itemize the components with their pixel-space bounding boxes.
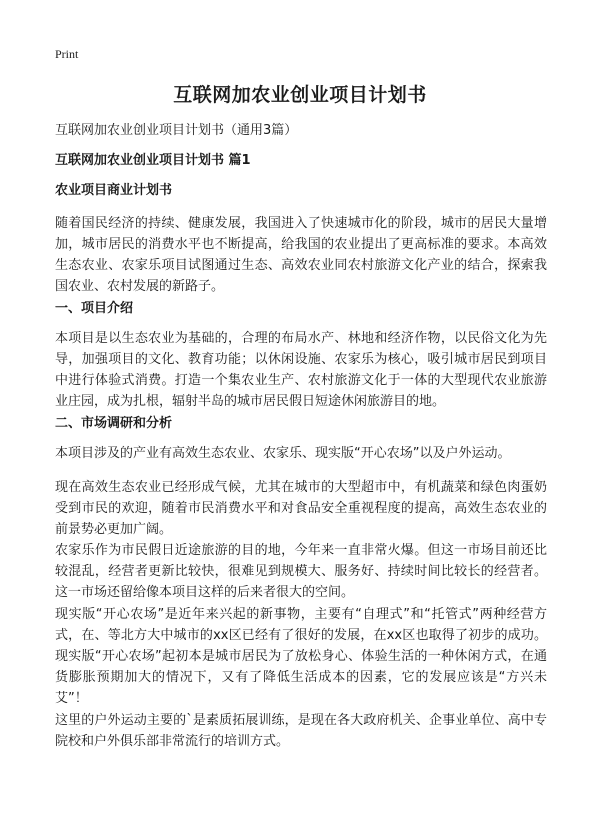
market-paragraph-eco-agriculture: 现在高效生态农业已经形成气候，尤其在城市的大型超市中，有机蔬菜和绿色肉蛋奶受到市民的欢迎，随着市民消费水平和对食品安全重视程度的提高，高效生态农业的前景势必更加广阔。	[55, 480, 547, 537]
market-analysis-heading: 二、市场调研和分析	[55, 416, 173, 431]
intro-paragraph: 随着国民经济的持续、健康发展，我国进入了快速城市化的阶段，城市的居民大量增加，城市居民的消费水平也不断提高，给我国的农业提出了更高标准的要求。本高效生态农业、农家乐项目试图通过生态、高效农业同农村旅游文化产业的结合，探索我国农业、农村发展的新路子。	[55, 216, 547, 294]
project-intro-paragraph: 本项目是以生态农业为基础的，合理的布局水产、林地和经济作物，以民俗文化为先导，加强项目的文化、教育功能；以休闲设施、农家乐为核心，吸引城市居民到项目中进行体验式消费。打造一个集农业生产、农村旅游文化于一体的大型现代农业旅游业庄园，成为扎根，辐射半岛的城市居民假日短途休闲旅游目的地。	[55, 331, 547, 409]
page-title: 互联网加农业创业项目计划书	[173, 84, 427, 106]
market-paragraph-industries: 本项目涉及的产业有高效生态农业、农家乐、现实版“开心农场”以及户外运动。	[55, 446, 511, 461]
market-paragraph-happy-farm: 现实版“开心农场”是近年来兴起的新事物，主要有“自理式”和“托管式”两种经营方式，在、等北方大中城市的xx区已经有了很好的发展，在xx区也取得了初步的成功。现实版“开心农场”起初本是城市居民为了放松身心、体验生活的一种休闲方式，在通货膨胀预期加大的情况下，又有了降低生活成本的因素，它的发展应该是“方兴未艾”！	[55, 607, 547, 706]
project-intro-heading: 一、项目介绍	[55, 301, 134, 316]
section-heading: 互联网加农业创业项目计划书 篇1	[55, 153, 251, 168]
document-subtitle: 互联网加农业创业项目计划书（通用3篇）	[55, 123, 298, 138]
plan-heading: 农业项目商业计划书	[55, 183, 173, 198]
market-paragraph-outdoor: 这里的户外运动主要的`是素质拓展训练，是现在各大政府机关、企事业单位、高中专院校和户外俱乐部非常流行的培训方式。	[55, 713, 547, 749]
market-paragraph-farmhouse: 农家乐作为市民假日近途旅游的目的地，今年来一直非常火爆。但这一市场目前还比较混乱，经营者更新比较快，很难见到规模大、服务好、持续时间比较长的经营者。这一市场还留给像本项目这样的后来者很大的空间。	[55, 543, 547, 600]
print-link[interactable]: Print	[55, 47, 79, 61]
